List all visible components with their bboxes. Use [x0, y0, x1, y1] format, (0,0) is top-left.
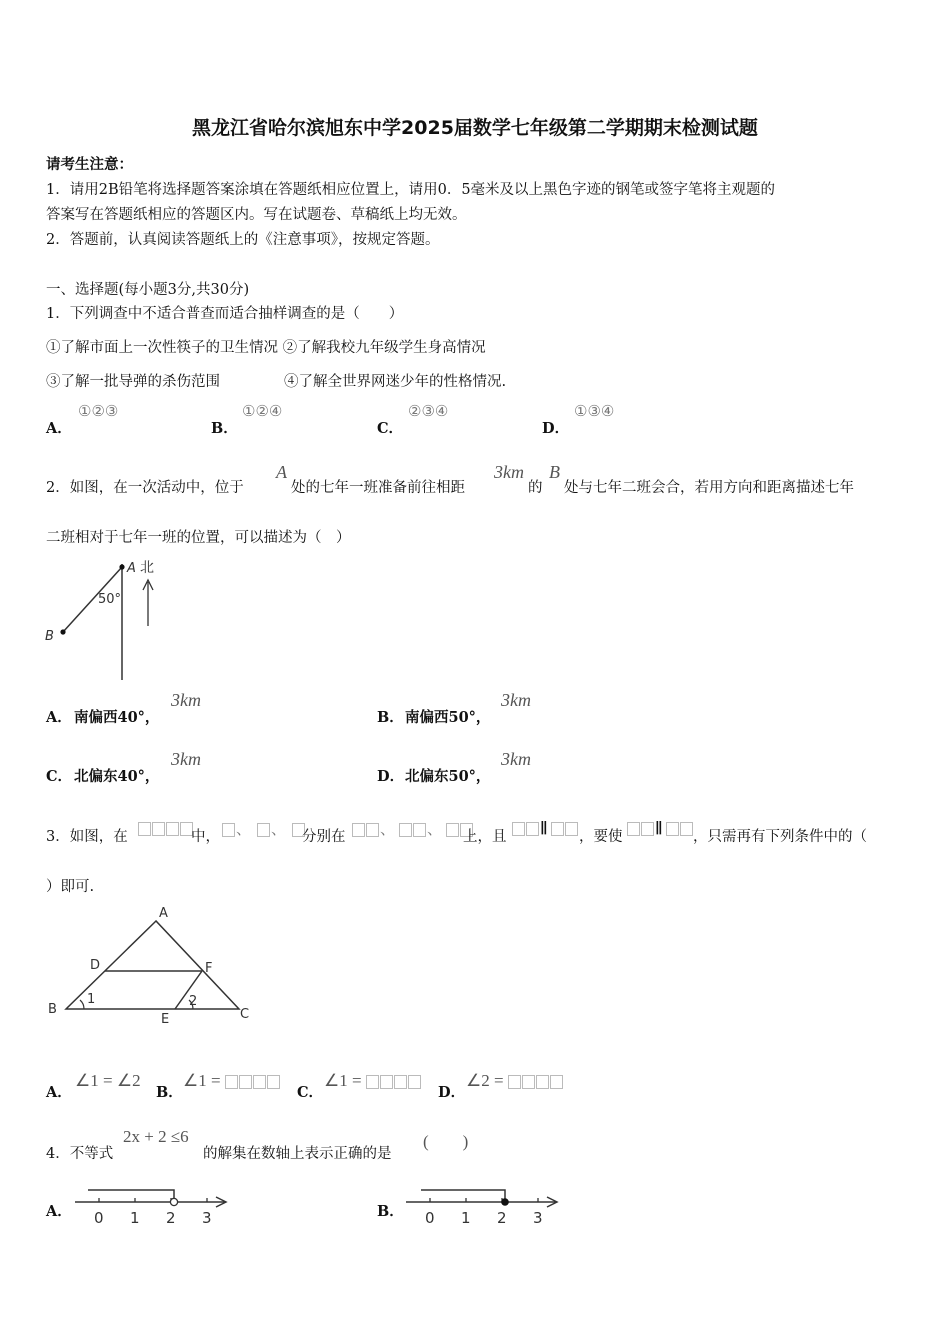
q3-sep-1: 、: [236, 820, 252, 838]
q3-label-a: A: [159, 906, 168, 921]
q2-stem-line-2: 二班相对于七年一班的位置，可以描述为（ ）: [46, 530, 351, 546]
q3-option-b-text: ∠1 =: [183, 1071, 225, 1090]
q4a-label-1: 1: [130, 1209, 140, 1227]
q2-option-c-label: C．: [46, 768, 73, 785]
q1-option-d-label: D．: [542, 420, 570, 437]
q3-label-d: D: [90, 958, 101, 973]
q3-triangle-placeholder: [138, 818, 194, 837]
q4-option-a-number-line[interactable]: [70, 1182, 235, 1228]
q2-fig-label-a: A: [127, 561, 136, 576]
q3-stem-part-1: 3．如图，在: [46, 829, 128, 845]
q4-option-a-label: A．: [46, 1203, 72, 1220]
q3-stem-part-5: ，要使: [579, 829, 623, 845]
q1-option-a-label: A．: [46, 420, 72, 437]
q4-stem-part-1: 4．不等式: [46, 1146, 114, 1162]
q4a-label-3: 3: [202, 1209, 212, 1227]
notice-line-3: 2．答题前，认真阅读答题纸上的《注意事项》，按规定答题。: [46, 232, 440, 248]
q3-stem-part-3: 分别在: [302, 829, 346, 845]
q2-fig-label-b: B: [45, 629, 54, 644]
q3-points-placeholder: [222, 818, 306, 839]
q3-label-1: 1: [87, 992, 96, 1007]
q4-stem-part-2: 的解集在数轴上表示正确的是: [203, 1146, 392, 1162]
q1-option-b-label: B．: [211, 420, 238, 437]
q3-stem-line-2: ）即可.: [46, 879, 95, 895]
notice-line-1: 1．请用2B铅笔将选择题答案涂填在答题纸相应位置上，请用0．5毫米及以上黑色字迹的钢笔或签字笔将主观题的: [46, 182, 776, 198]
q2-option-c-distance: 3km: [171, 749, 201, 769]
q2-fig-label-north: 北: [140, 560, 154, 576]
q2-point-a: A: [276, 462, 287, 482]
q2-direction-figure: [40, 552, 170, 686]
q2-option-d[interactable]: 北偏东50°，: [405, 768, 491, 785]
q2-fig-angle: 50°: [98, 592, 122, 607]
q4b-label-2: 2: [497, 1209, 507, 1227]
q3-option-a-label: A．: [46, 1084, 72, 1101]
q3-option-c[interactable]: [324, 1071, 422, 1091]
q1-items-1-2: ①了解市面上一次性筷子的卫生情况 ②了解我校九年级学生身高情况: [46, 340, 486, 356]
q3-option-b-label: B．: [156, 1084, 183, 1101]
q2-option-d-distance: 3km: [501, 749, 531, 769]
q3-label-c: C: [240, 1007, 250, 1022]
q2-option-b[interactable]: 南偏西50°，: [405, 709, 491, 726]
q2-option-a[interactable]: 南偏西40°，: [74, 709, 160, 726]
q1-option-c-label: C．: [377, 420, 404, 437]
q4-option-b-number-line[interactable]: [401, 1182, 566, 1228]
q3-option-c-text: ∠1 =: [324, 1071, 366, 1090]
q3-parallel-symbol-1: ∥: [540, 820, 548, 837]
q2-stem-part-2: 处的七年一班准备前往相距: [291, 480, 465, 496]
q2-option-a-distance: 3km: [171, 690, 201, 710]
q1-stem: 1．下列调查中不适合普查而适合抽样调查的是（ ）: [46, 306, 404, 322]
q4b-label-0: 0: [425, 1209, 435, 1227]
q3-option-b[interactable]: [183, 1071, 281, 1091]
q4-option-b-label: B．: [377, 1203, 404, 1220]
q2-stem-part-3: 的: [528, 480, 543, 496]
q2-option-d-label: D．: [377, 768, 405, 785]
q3-sep-4: 、: [427, 820, 443, 838]
section-heading: 一、选择题(每小题3分,共30分): [46, 282, 250, 298]
q3-stem-part-2: 中，: [191, 829, 220, 845]
q2-distance: 3km: [494, 462, 524, 482]
q4-inequality: 2x + 2 ≤6: [123, 1127, 189, 1146]
q2-option-b-label: B．: [377, 709, 404, 726]
q4b-closed-point: [501, 1198, 509, 1206]
q3-parallel-2: [627, 818, 694, 837]
q3-label-b: B: [48, 1002, 57, 1017]
q2-option-a-label: A．: [46, 709, 72, 726]
q3-stem-part-4: 上，且: [463, 829, 507, 845]
q1-option-a[interactable]: ①②③: [78, 402, 119, 420]
q1-item-4: ④了解全世界网迷少年的性格情况.: [284, 374, 507, 390]
q3-label-2: 2: [189, 994, 198, 1009]
q3-option-d-text: ∠2 =: [466, 1071, 508, 1090]
q2-point-a-dot: [119, 564, 124, 569]
page-title: 黑龙江省哈尔滨旭东中学2025届数学七年级第二学期期末检测试题: [192, 117, 758, 139]
q1-option-b[interactable]: ①②④: [242, 402, 283, 420]
q1-option-d[interactable]: ①③④: [574, 402, 615, 420]
q3-parallel-symbol-2: ∥: [655, 820, 663, 837]
q4b-label-3: 3: [533, 1209, 543, 1227]
q3-sep-3: 、: [380, 820, 396, 838]
q4a-open-point: [170, 1198, 177, 1205]
q2-option-c[interactable]: 北偏东40°，: [74, 768, 160, 785]
q3-parallel-1: [512, 818, 579, 837]
q3-option-d-label: D．: [438, 1084, 466, 1101]
q1-option-c[interactable]: ②③④: [408, 402, 449, 420]
q3-sides-placeholder: [352, 818, 474, 839]
q2-point-b-dot: [60, 629, 65, 634]
q3-option-c-label: C．: [297, 1084, 324, 1101]
q4-answer-paren: ( ): [423, 1132, 469, 1151]
q3-label-e: E: [161, 1012, 170, 1026]
notice-line-2: 答案写在答题纸相应的答题区内。写在试题卷、草稿纸上均无效。: [46, 207, 467, 223]
q3-option-d[interactable]: [466, 1071, 564, 1091]
q4a-label-2: 2: [166, 1209, 176, 1227]
q3-stem-part-6: ，只需再有下列条件中的（: [693, 829, 867, 845]
q3-sep-2: 、: [271, 820, 287, 838]
q4a-label-0: 0: [94, 1209, 104, 1227]
q3-triangle-figure: [44, 902, 259, 1026]
q4a-solution-ray: [88, 1190, 174, 1199]
q2-point-b: B: [549, 462, 560, 482]
q3-angle-1-arc: [80, 1000, 84, 1009]
q2-stem-part-1: 2．如图，在一次活动中，位于: [46, 480, 244, 496]
q1-item-3: ③了解一批导弹的杀伤范围: [46, 374, 220, 390]
q3-option-a[interactable]: ∠1 = ∠2: [75, 1071, 141, 1090]
notice-heading: 请考生注意：: [46, 156, 133, 173]
q2-option-b-distance: 3km: [501, 690, 531, 710]
q4b-label-1: 1: [461, 1209, 471, 1227]
q2-stem-part-4: 处与七年二班会合，若用方向和距离描述七年: [564, 480, 854, 496]
q4b-solution-ray: [421, 1190, 505, 1199]
q3-label-f: F: [205, 961, 213, 976]
